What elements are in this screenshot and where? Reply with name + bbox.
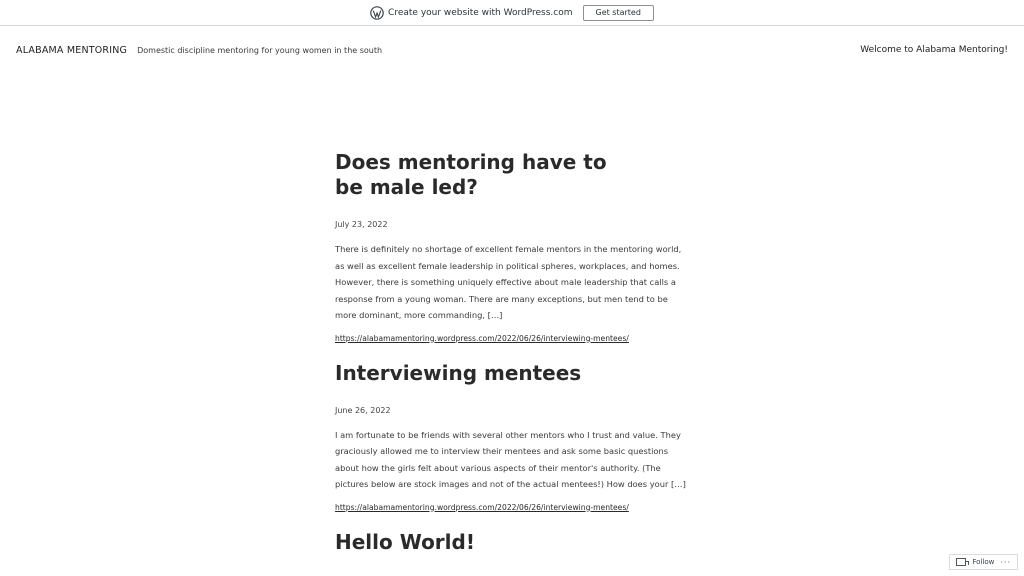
post-item bbox=[335, 530, 695, 555]
wordpress-promo-bar bbox=[0, 0, 1024, 26]
post-date[interactable]: July 23, 2022 bbox=[335, 220, 388, 229]
site-tagline: Domestic discipline mentoring for young women in the south bbox=[137, 45, 383, 55]
post-excerpt: I am fortunate to be friends with several other mentors who I trust and value. They graciously allowed me to interview their mentees and ask some basic questions about how the girls felt about various aspects of their mentor's authority. (The pictures below are stock images and not of the actual mentees!) How does your […] bbox=[335, 429, 686, 489]
post-item bbox=[335, 361, 695, 512]
post-date[interactable]: June 26, 2022 bbox=[335, 405, 391, 415]
post-item bbox=[335, 150, 695, 343]
post-excerpt: There is definitely no shortage of excellent female mentors in the mentoring world, as well as excellent female leadership in political spheres, workplaces, and homes. However, there is something uniquely effective about male leadership that calls a response from a young woman. There are many exceptions, but men tend to be more dominant, more commanding, […] bbox=[335, 244, 682, 320]
post-link[interactable]: https://alabamamentoring.wordpress.com/2022/06/26/interviewing-mentees/ bbox=[335, 333, 629, 343]
post-title[interactable]: Hello World! bbox=[335, 529, 475, 554]
follow-icon[interactable] bbox=[956, 558, 966, 566]
more-options-icon[interactable]: ··· bbox=[1000, 557, 1011, 567]
post-link[interactable]: https://alabamamentoring.wordpress.com/2022/06/26/interviewing-mentees/ bbox=[335, 502, 629, 512]
post-title[interactable]: Does mentoring have to be male led? bbox=[335, 150, 607, 199]
wordpress-promo-text[interactable]: Create your website with WordPress.com bbox=[388, 7, 573, 18]
wordpress-logo-icon[interactable] bbox=[370, 6, 384, 20]
follow-widget bbox=[949, 554, 1018, 570]
get-started-button[interactable]: Get started bbox=[583, 5, 654, 21]
follow-button[interactable]: Follow bbox=[972, 558, 995, 566]
post-list bbox=[335, 150, 695, 555]
nav-link-welcome[interactable]: Welcome to Alabama Mentoring! bbox=[860, 45, 1008, 55]
post-title[interactable]: Interviewing mentees bbox=[335, 360, 582, 385]
site-title[interactable]: ALABAMA MENTORING bbox=[16, 44, 128, 56]
site-header bbox=[16, 43, 1008, 57]
